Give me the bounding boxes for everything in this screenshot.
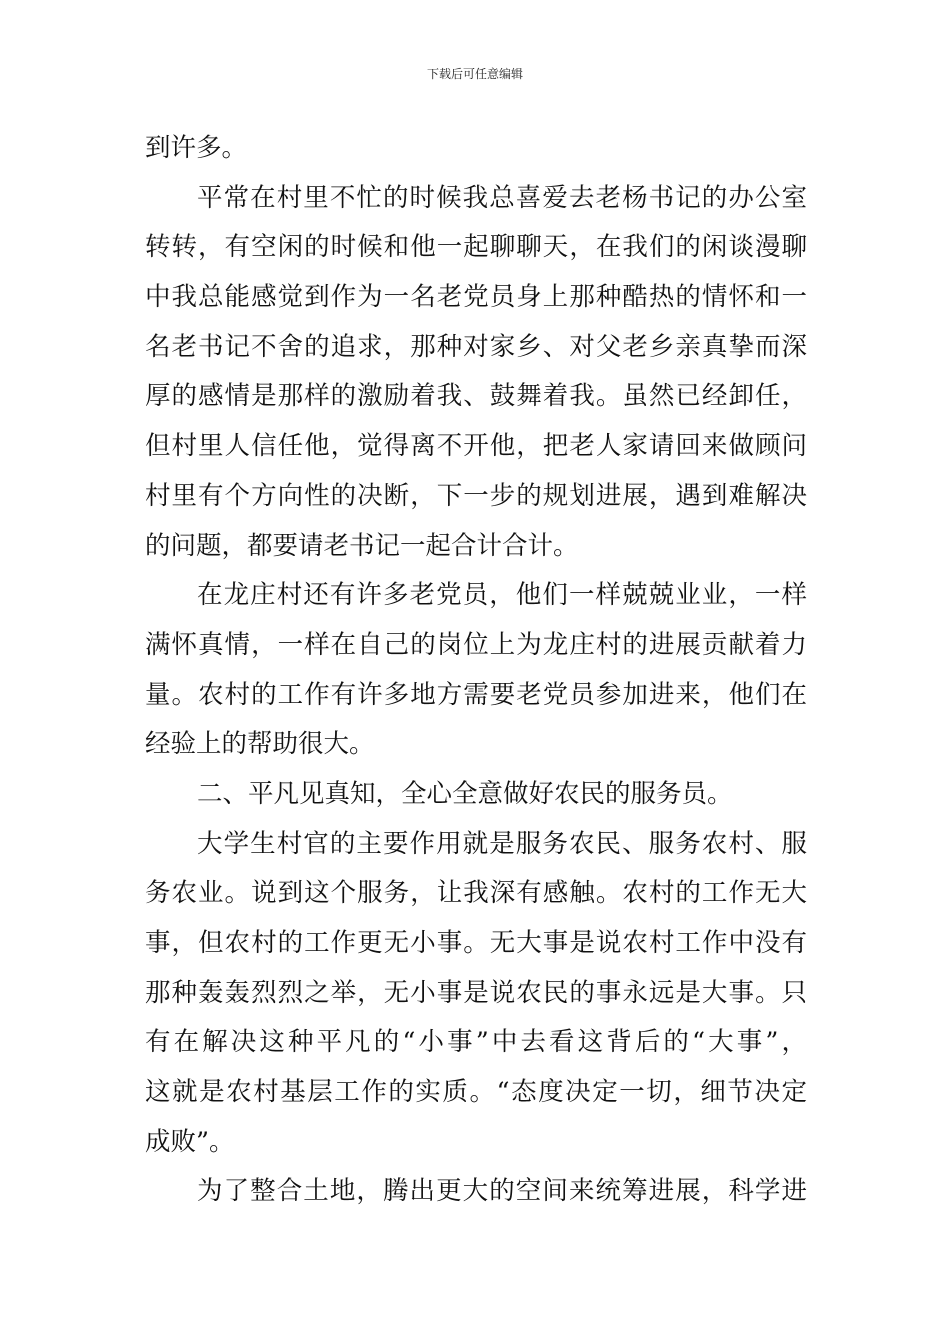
body-text xyxy=(145,124,807,1217)
text-line: 经验上的帮助很大。 xyxy=(145,729,375,760)
text-line: 但村里人信任他，觉得离不开他，把老人家请回来做顾问 xyxy=(145,431,807,462)
text-line: 这就是农村基层工作的实质。“态度决定一切，细节决定 xyxy=(145,1077,807,1108)
text-line: 成败”。 xyxy=(145,1126,235,1157)
text-line: 有在解决这种平凡的“小事”中去看这背后的“大事”， xyxy=(145,1027,807,1058)
text-line: 满怀真情，一样在自己的岗位上为龙庄村的进展贡献着力 xyxy=(145,629,807,660)
text-line: 大学生村官的主要作用就是服务农民、服务农村、服 xyxy=(197,828,807,859)
text-line: 的问题，都要请老书记一起合计合计。 xyxy=(145,530,579,561)
text-line: 量。农村的工作有许多地方需要老党员参加进来，他们在 xyxy=(145,679,807,710)
text-line: 村里有个方向性的决断，下一步的规划进展，遇到难解决 xyxy=(145,480,807,511)
text-line: 名老书记不舍的追求，那种对家乡、对父老乡亲真挚而深 xyxy=(145,331,807,362)
section-heading: 二、平凡见真知，全心全意做好农民的服务员。 xyxy=(197,778,733,809)
text-line: 那种轰轰烈烈之举，无小事是说农民的事永远是大事。只 xyxy=(145,977,807,1008)
text-line: 在龙庄村还有许多老党员，他们一样兢兢业业，一样 xyxy=(197,580,807,611)
page-header-note: 下载后可任意编辑 xyxy=(426,67,523,81)
text-line: 到许多。 xyxy=(145,133,248,163)
text-line: 平常在村里不忙的时候我总喜爱去老杨书记的办公室 xyxy=(197,182,807,213)
text-line: 厚的感情是那样的激励着我、鼓舞着我。虽然已经卸任， xyxy=(145,381,807,412)
text-line: 转转，有空闲的时候和他一起聊聊天，在我们的闲谈漫聊 xyxy=(145,232,807,263)
text-line: 事，但农村的工作更无小事。无大事是说农村工作中没有 xyxy=(145,928,807,958)
text-line: 中我总能感觉到作为一名老党员身上那种酷热的情怀和一 xyxy=(145,282,807,313)
text-line: 为了整合土地，腾出更大的空间来统筹进展，科学进 xyxy=(197,1176,807,1207)
text-line: 务农业。说到这个服务，让我深有感触。农村的工作无大 xyxy=(145,878,807,909)
